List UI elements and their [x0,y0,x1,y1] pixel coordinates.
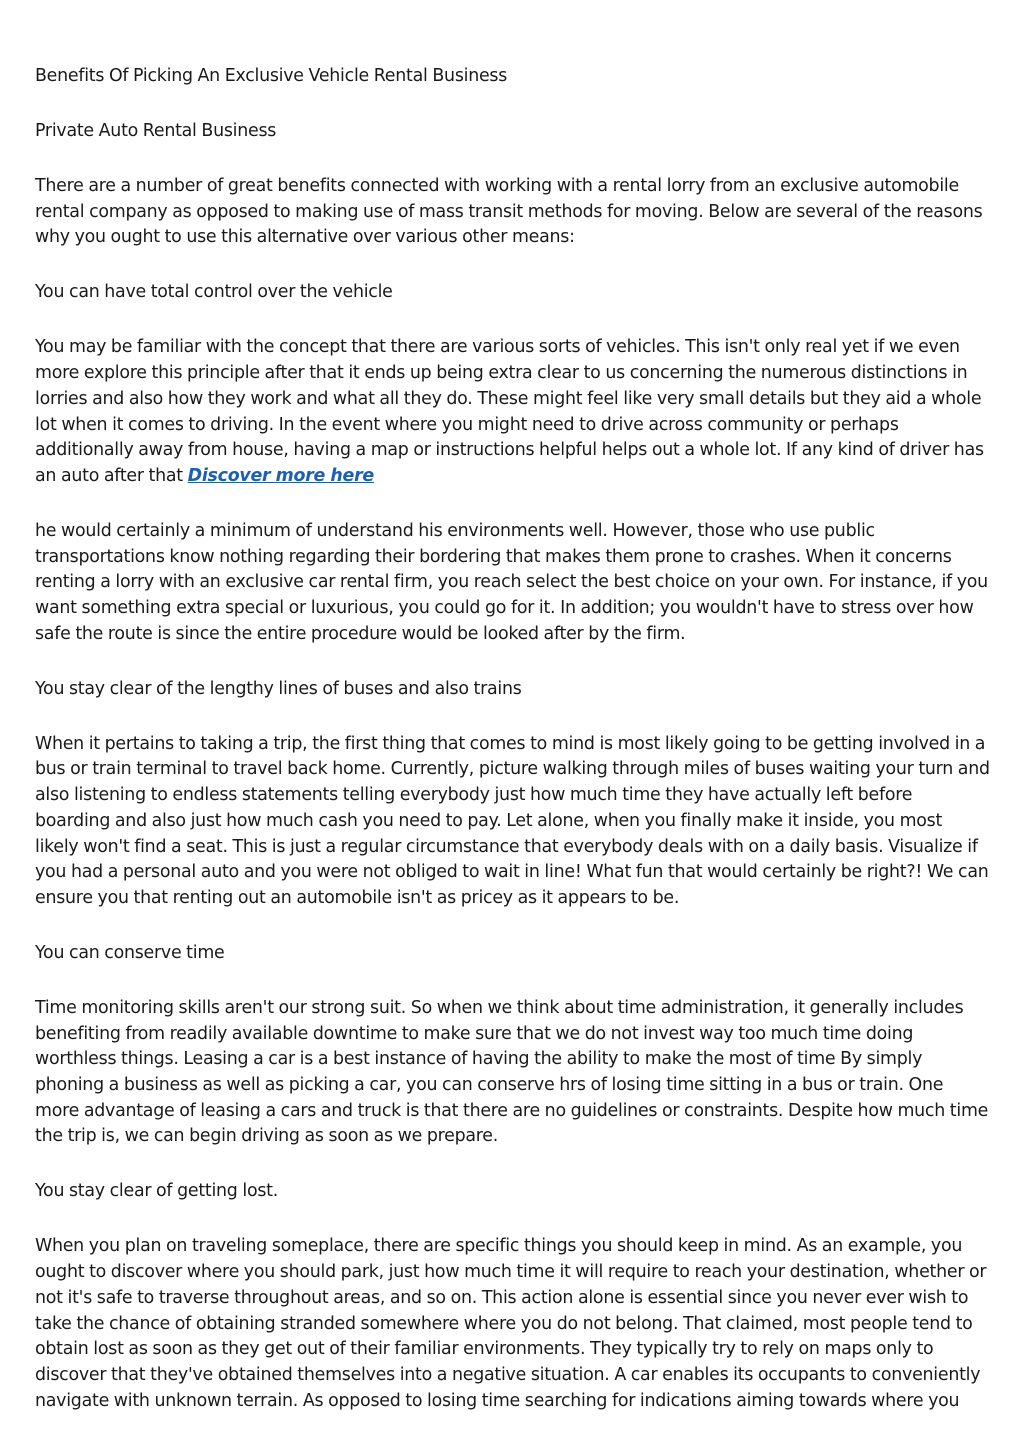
section-heading-time: You can conserve time [35,942,225,963]
document-page [35,64,990,1444]
section-paragraph-environments: he would certainly a minimum of understand his environments well. However, those who use public transportations know nothing regarding their bordering that makes them prone to crashes. When it concerns renting a lorry with an exclusive car rental firm, you reach select the best choice on your own. For instance, if you want something extra special or luxurious, you could go for it. In addition; you wouldn't have to stress over how safe the route is since the entire procedure would be looked after by the firm. [35,520,988,644]
intro-paragraph: There are a number of great benefits connected with working with a rental lorry from an exclusive automobile rental company as opposed to making use of mass transit methods for moving. Below are several of the reasons why you ought to use this alternative over various other means: [35,176,983,248]
section-paragraph-time: Time monitoring skills aren't our strong suit. So when we think about time administration, it generally includes benefiting from readily available downtime to make sure that we do not invest way too much time doing worthless things. Leasing a car is a best instance of having the ability to make the most of time By simply phoning a business as well as picking a car, you can conserve hrs of losing time sitting in a bus or train. One more advantage of leasing a cars and truck is that there are no guidelines or constraints. Despite how much time the trip is, we can begin driving as soon as we prepare. [35,997,989,1147]
discover-more-link[interactable]: Discover more here [187,465,374,486]
section-paragraph-lines: When it pertains to taking a trip, the first thing that comes to mind is most likely going to be getting involved in a bus or train terminal to travel back home. Currently, picture walking through miles of buses waiting your turn and also listening to endless statements telling everybody just how much time they have actually left before boarding and also just how much cash you need to pay. Let alone, when you finally make it inside, you most likely won't find a seat. This is just a regular circumstance that everybody deals with on a daily basis. Visualize if you had a personal auto and you were not obliged to wait in line! What fun that would certainly be right?! We can ensure you that renting out an automobile isn't as pricey as it appears to be. [35,733,990,908]
section-paragraph-control [35,335,990,489]
section-paragraph-lost: When you plan on traveling someplace, there are specific things you should keep in mind. As an example, you ought to discover where you should park, just how much time it will require to reach your destination, whether or not it's safe to traverse throughout areas, and so on. This action alone is essential since you never ever wish to take the chance of obtaining stranded somewhere where you do not belong. That claimed, most people tend to obtain lost as soon as they get out of their familiar environments. They typically try to rely on maps only to discover that they've obtained themselves into a negative situation. A car enables its occupants to conveniently navigate with unknown terrain. As opposed to losing time searching for indications aiming towards where you [35,1236,987,1411]
section-heading-lines: You stay clear of the lengthy lines of buses and also trains [35,678,522,699]
document-title: Benefits Of Picking An Exclusive Vehicle Rental Business [35,66,508,86]
paragraph-text: You may be familiar with the concept that there are various sorts of vehicles. This isn't only real yet if we even more explore this principle after that it ends up being extra clear to us concerning the numerous distinctions in lorries and also how they work and what all they do. These might feel like very small details but they aid a whole lot when it comes to driving. In the event where you might need to drive across community or perhaps additionally away from house, having a map or instructions helpful helps out a whole lot. If any kind of driver has an auto after that [35,337,984,486]
section-heading-lost: You stay clear of getting lost. [35,1181,278,1202]
document-subtitle: Private Auto Rental Business [35,121,277,141]
section-heading-control: You can have total control over the vehicle [35,282,393,303]
